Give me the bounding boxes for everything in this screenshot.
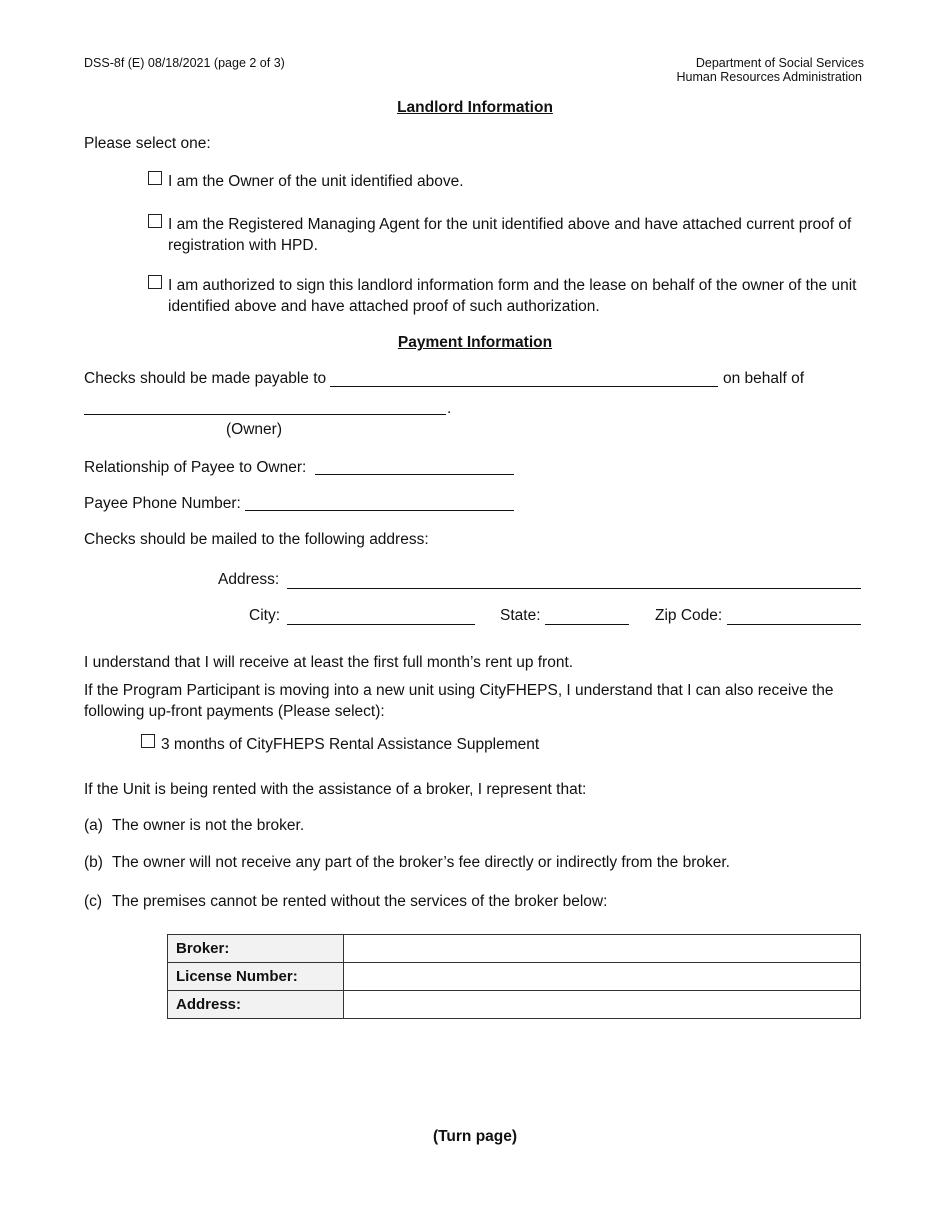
owner-caption: (Owner) [226, 421, 282, 438]
item-text-a: The owner is not the broker. [112, 817, 305, 834]
checks-payable-label: Checks should be made payable to [84, 370, 327, 387]
table-row [168, 991, 861, 1019]
authorized-checkbox-wrap[interactable] [148, 275, 168, 295]
table-row [168, 963, 861, 991]
managing-agent-checkbox-wrap[interactable] [148, 214, 168, 234]
option-managing-agent-label: I am the Registered Managing Agent for the unit identified above and have attached current proof of registration with HPD. [168, 216, 852, 254]
table-row [168, 935, 861, 963]
item-text-b: The owner will not receive any part of the broker’s fee directly or indirectly from the broker. [112, 854, 730, 871]
mail-address-label: Checks should be mailed to the following address: [84, 531, 429, 548]
select-prompt: Please select one: [84, 135, 211, 152]
owner-period: . [447, 400, 452, 417]
state-field[interactable] [545, 624, 629, 625]
item-marker-a: (a) [84, 817, 103, 834]
cityfheps-supplement-checkbox[interactable] [141, 734, 155, 748]
cityfheps-intro: If the Program Participant is moving into a new unit using CityFHEPS, I understand that I can also receive the following up-front payments (Please select): [84, 682, 834, 720]
managing-agent-checkbox[interactable] [148, 214, 162, 228]
owner-name-field[interactable] [84, 414, 446, 415]
form-id: DSS-8f (E) 08/18/2021 (page 2 of 3) [84, 56, 285, 70]
relationship-label: Relationship of Payee to Owner: [84, 459, 307, 476]
item-text-c: The premises cannot be rented without the services of the broker below: [112, 893, 608, 910]
state-label: State: [500, 607, 541, 624]
option-owner[interactable] [148, 171, 868, 192]
broker-address-label: Address: [168, 991, 344, 1019]
department-name: Department of Social Services [695, 56, 864, 70]
payee-phone-label: Payee Phone Number: [84, 495, 241, 512]
authorized-signer-checkbox[interactable] [148, 275, 162, 289]
landlord-section-title: Landlord Information [397, 99, 553, 116]
turn-page-note: (Turn page) [432, 1128, 518, 1145]
zip-label: Zip Code: [655, 607, 723, 624]
payee-name-field[interactable] [330, 386, 718, 387]
option-authorized-label: I am authorized to sign this landlord information form and the lease on behalf of the owner of the unit identified above and have attached proof of such authorization. [168, 277, 857, 315]
address-field[interactable] [287, 588, 861, 589]
zip-field[interactable] [727, 624, 861, 625]
broker-label: Broker: [168, 935, 344, 963]
broker-address-field[interactable] [344, 991, 861, 1019]
city-label: City: [249, 607, 280, 624]
city-field[interactable] [287, 624, 475, 625]
cityfheps-option-label: 3 months of CityFHEPS Rental Assistance Supplement [161, 736, 540, 753]
payee-phone-field[interactable] [245, 510, 514, 511]
payment-section-title: Payment Information [397, 334, 553, 351]
broker-intro: If the Unit is being rented with the assistance of a broker, I represent that: [84, 781, 587, 798]
item-marker-c: (c) [84, 893, 103, 910]
license-number-label: License Number: [168, 963, 344, 991]
first-month-statement: I understand that I will receive at least the first full month’s rent up front. [84, 654, 574, 671]
item-marker-b: (b) [84, 854, 103, 871]
on-behalf-label: on behalf of [723, 370, 805, 387]
license-number-field[interactable] [344, 963, 861, 991]
cityfheps-option[interactable] [141, 734, 539, 755]
administration-name: Human Resources Administration [676, 70, 862, 84]
broker-field[interactable] [344, 935, 861, 963]
broker-table [167, 934, 861, 1019]
owner-checkbox[interactable] [148, 171, 162, 185]
address-label: Address: [218, 571, 280, 588]
option-owner-label: I am the Owner of the unit identified above. [168, 173, 464, 190]
relationship-field[interactable] [315, 474, 514, 475]
